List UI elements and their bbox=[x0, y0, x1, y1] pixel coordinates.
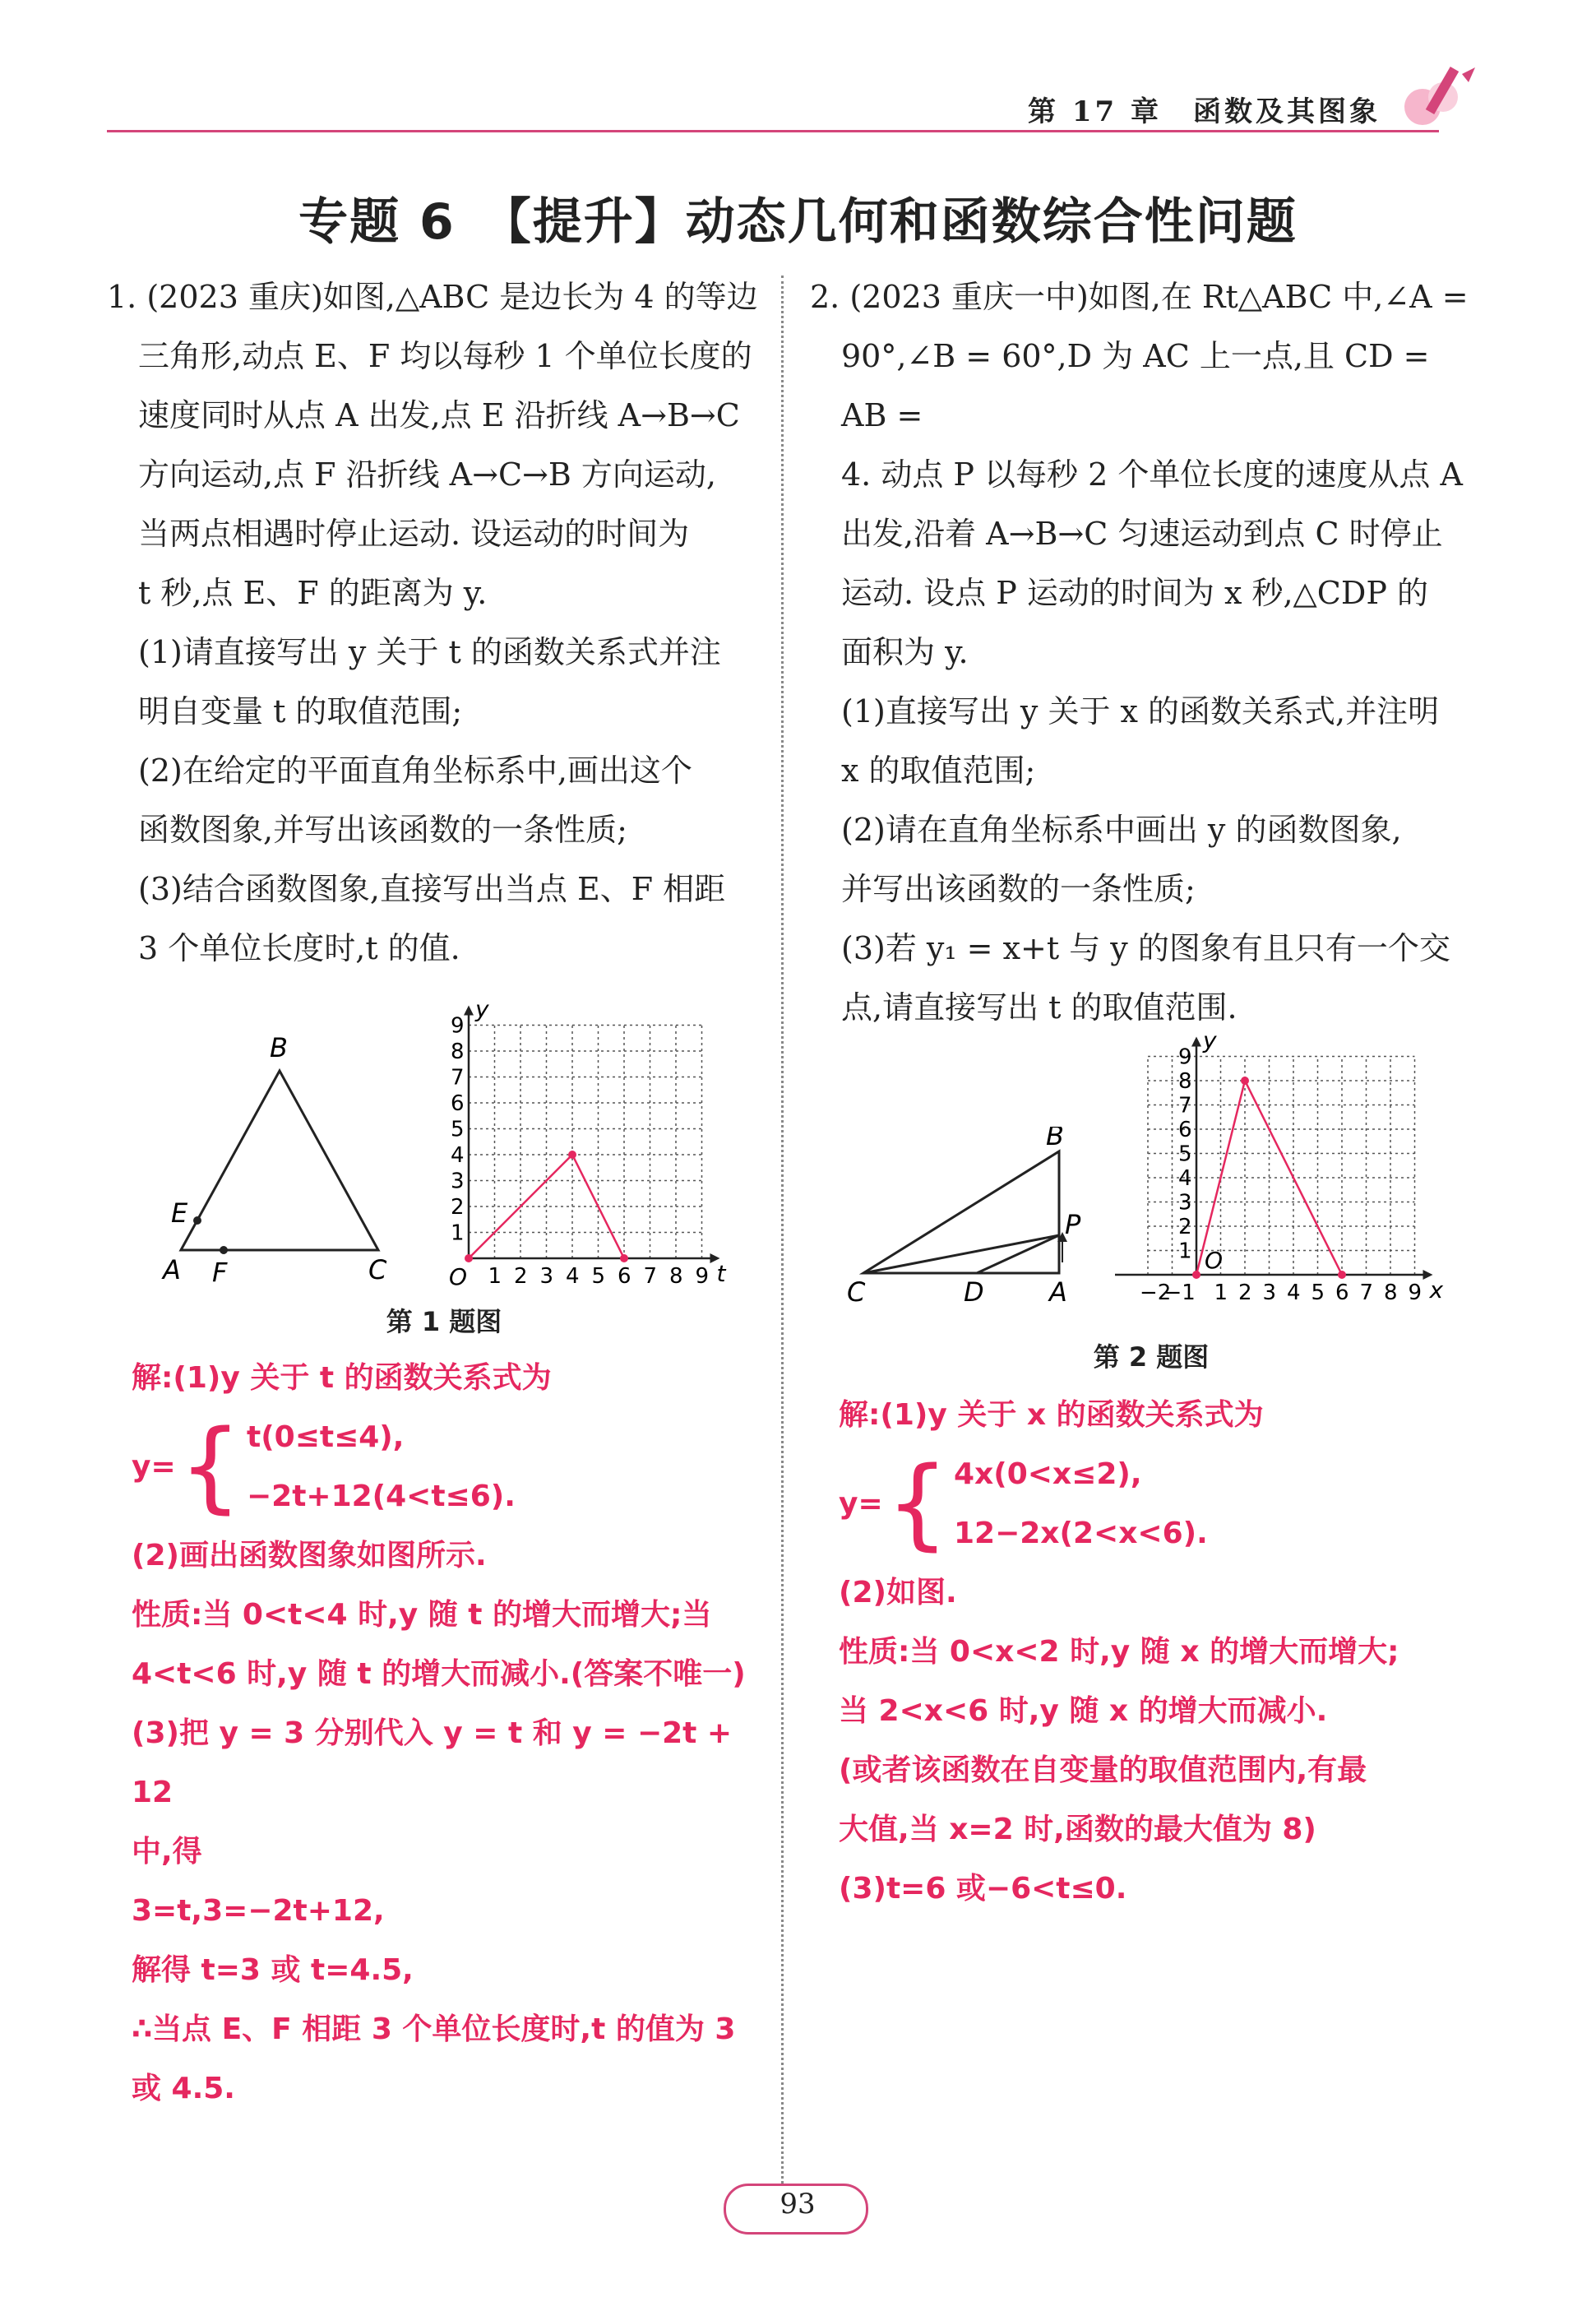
q2-case-2: 12−2x(2<x<6). bbox=[954, 1517, 1208, 1550]
data-point bbox=[620, 1254, 628, 1262]
origin-label: O bbox=[1205, 1247, 1224, 1274]
q1-line: 1. (2023 重庆)如图,△ABC 是边长为 4 的等边 bbox=[107, 279, 758, 315]
data-point bbox=[568, 1151, 576, 1159]
q1-line: 明自变量 t 的取值范围; bbox=[138, 693, 463, 729]
x-axis-label: t bbox=[716, 1260, 726, 1287]
q1-function-graph bbox=[428, 979, 756, 1291]
label-c: C bbox=[368, 1254, 387, 1283]
q1-line: t 秒,点 E、F 的距离为 y. bbox=[138, 575, 488, 611]
q2-line: 2. (2023 重庆一中)如图,在 Rt△ABC 中,∠A = bbox=[810, 279, 1469, 315]
q1-answer-line: (2)画出函数图象如图所示. bbox=[132, 1539, 487, 1572]
x-tick-label: 1 bbox=[1214, 1281, 1228, 1305]
y-tick-label: 2 bbox=[451, 1195, 465, 1220]
label-p: P bbox=[1065, 1209, 1081, 1240]
label-c: C bbox=[847, 1276, 866, 1308]
y-tick-label: 1 bbox=[1178, 1239, 1192, 1264]
data-point bbox=[1338, 1271, 1346, 1279]
x-tick-label: 2 bbox=[514, 1264, 528, 1289]
y-tick-label: 7 bbox=[1178, 1093, 1192, 1118]
y-tick-label: 4 bbox=[451, 1143, 465, 1168]
q2-answer-line: 大值,当 x=2 时,函数的最大值为 8) bbox=[839, 1813, 1316, 1846]
label-b: B bbox=[270, 1032, 288, 1063]
q1-answer-line: 中,得 bbox=[132, 1835, 202, 1869]
y-tick-label: 5 bbox=[451, 1117, 465, 1142]
q2-line: 点,请直接写出 t 的取值范围. bbox=[841, 989, 1237, 1026]
y-axis-arrow-icon bbox=[1191, 1037, 1201, 1047]
q2-answer-line: (2)如图. bbox=[839, 1576, 957, 1609]
q1-line: 三角形,动点 E、F 均以每秒 1 个单位长度的 bbox=[138, 338, 752, 374]
page-number: 93 bbox=[779, 2188, 816, 2221]
chapter-header: 第 17 章 函数及其图象 bbox=[1028, 95, 1381, 128]
q1-piecewise bbox=[132, 1408, 773, 1526]
q2-function-graph bbox=[1106, 1007, 1476, 1324]
q2-line: x 的取值范围; bbox=[841, 753, 1036, 789]
column-divider bbox=[781, 276, 784, 2184]
q2-answer-line: 解:(1)y 关于 x 的函数关系式为 bbox=[839, 1398, 1264, 1432]
x-tick-label: 9 bbox=[695, 1264, 710, 1289]
q1-answer-line: 解:(1)y 关于 t 的函数关系式为 bbox=[132, 1361, 552, 1395]
q1-line: 当两点相遇时停止运动. 设运动的时间为 bbox=[138, 516, 690, 552]
q2-line: 出发,沿着 A→B→C 匀速运动到点 C 时停止 bbox=[841, 516, 1443, 552]
q1-triangle-figure bbox=[156, 1028, 403, 1283]
y-axis-label: y bbox=[1203, 1026, 1217, 1054]
y-tick-label: 6 bbox=[1178, 1118, 1192, 1142]
q1-y-equals: y= bbox=[132, 1450, 176, 1484]
brace-icon: { bbox=[178, 1410, 242, 1524]
x-tick-label: 9 bbox=[1408, 1281, 1423, 1305]
x-axis-label: x bbox=[1429, 1276, 1444, 1304]
q1-figure-caption: 第 1 题图 bbox=[386, 1306, 502, 1337]
q2-answer-line: (或者该函数在自变量的取值范围内,有最 bbox=[839, 1753, 1367, 1787]
q2-y-equals: y= bbox=[839, 1487, 883, 1521]
y-tick-label: 8 bbox=[1178, 1069, 1192, 1094]
q2-piecewise bbox=[839, 1445, 1488, 1563]
q1-answer-line: 3=t,3=−2t+12, bbox=[132, 1894, 385, 1928]
q1-answer-line: 4<t<6 时,y 随 t 的增大而减小.(答案不唯一) bbox=[132, 1657, 746, 1691]
pencil-decoration-icon bbox=[1390, 58, 1480, 132]
q2-triangle-figure bbox=[839, 1127, 1110, 1316]
y-tick-label: 2 bbox=[1178, 1215, 1192, 1239]
y-tick-label: 5 bbox=[1178, 1142, 1192, 1167]
q2-figure-caption: 第 2 题图 bbox=[1093, 1341, 1210, 1373]
y-tick-label: 7 bbox=[451, 1065, 465, 1091]
x-tick-label: 8 bbox=[1384, 1281, 1398, 1305]
x-tick-label: −1 bbox=[1163, 1281, 1196, 1305]
data-point bbox=[1241, 1077, 1249, 1085]
q1-line: (1)请直接写出 y 关于 t 的函数关系式并注 bbox=[138, 634, 721, 670]
y-tick-label: 8 bbox=[451, 1040, 465, 1064]
q1-line: (3)结合函数图象,直接写出当点 E、F 相距 bbox=[138, 871, 726, 907]
y-tick-label: 3 bbox=[1178, 1190, 1192, 1216]
q2-line: 4. 动点 P 以每秒 2 个单位长度的速度从点 A bbox=[841, 456, 1463, 493]
y-tick-label: 9 bbox=[451, 1013, 465, 1039]
brace-icon: { bbox=[886, 1447, 949, 1561]
q1-case-2: −2t+12(4<t≤6). bbox=[247, 1480, 516, 1513]
origin-label: O bbox=[449, 1263, 468, 1290]
x-tick-label: 6 bbox=[1335, 1281, 1349, 1305]
q2-line: (2)请在直角坐标系中画出 y 的函数图象, bbox=[841, 812, 1402, 848]
x-tick-label: 8 bbox=[669, 1264, 683, 1289]
header-rule bbox=[107, 130, 1439, 132]
y-tick-label: 4 bbox=[1178, 1166, 1192, 1191]
q1-answer-line: ∴当点 E、F 相距 3 个单位长度时,t 的值为 3 bbox=[132, 2012, 736, 2046]
data-point bbox=[1192, 1271, 1200, 1279]
q1-answer bbox=[132, 1349, 773, 2119]
q1-case-1: t(0≤t≤4), bbox=[247, 1420, 405, 1454]
x-tick-label: 6 bbox=[618, 1264, 631, 1289]
x-tick-label: 7 bbox=[1359, 1281, 1374, 1305]
q1-answer-line: 解得 t=3 或 t=4.5, bbox=[132, 1953, 414, 1987]
data-point bbox=[465, 1254, 473, 1262]
x-tick-label: 3 bbox=[1262, 1281, 1277, 1305]
q2-line: 运动. 设点 P 运动的时间为 x 秒,△CDP 的 bbox=[841, 575, 1428, 611]
page-title: 专题 6 【提升】动态几何和函数综合性问题 bbox=[298, 193, 1298, 251]
q2-line: (3)若 y₁ = x+t 与 y 的图象有且只有一个交 bbox=[841, 930, 1450, 966]
label-d: D bbox=[964, 1276, 984, 1308]
x-tick-label: 5 bbox=[1311, 1281, 1325, 1305]
x-tick-label: 4 bbox=[1287, 1281, 1301, 1305]
point-f bbox=[220, 1246, 228, 1254]
q2-line: 面积为 y. bbox=[841, 634, 969, 670]
x-tick-label: 4 bbox=[566, 1264, 580, 1289]
q1-line: (2)在给定的平面直角坐标系中,画出这个 bbox=[138, 753, 692, 789]
question-2 bbox=[810, 267, 1480, 1037]
q2-case-1: 4x(0<x≤2), bbox=[954, 1457, 1142, 1491]
q1-line: 3 个单位长度时,t 的值. bbox=[138, 930, 460, 966]
q2-line: (1)直接写出 y 关于 x 的函数关系式,并注明 bbox=[841, 693, 1440, 729]
label-e: E bbox=[171, 1197, 188, 1229]
label-a: A bbox=[163, 1254, 181, 1283]
triangle-abc bbox=[181, 1071, 378, 1250]
label-a: A bbox=[1049, 1276, 1067, 1308]
label-f: F bbox=[212, 1257, 228, 1283]
x-tick-label: 1 bbox=[488, 1264, 502, 1289]
label-b: B bbox=[1046, 1127, 1064, 1151]
q2-line: 90°,∠B = 60°,D 为 AC 上一点,且 CD = AB = bbox=[841, 338, 1430, 433]
q2-answer-line: 性质:当 0<x<2 时,y 随 x 的增大而增大; bbox=[839, 1635, 1399, 1669]
q1-line: 速度同时从点 A 出发,点 E 沿折线 A→B→C bbox=[138, 397, 740, 433]
segment-dp bbox=[977, 1235, 1059, 1273]
q1-line: 方向运动,点 F 沿折线 A→C→B 方向运动, bbox=[138, 456, 716, 493]
y-tick-label: 9 bbox=[1178, 1044, 1192, 1070]
q2-line: 并写出该函数的一条性质; bbox=[841, 871, 1196, 907]
x-tick-label: 7 bbox=[643, 1264, 658, 1289]
x-tick-label: 3 bbox=[539, 1264, 554, 1289]
q2-answer bbox=[839, 1386, 1488, 1919]
q1-line: 函数图象,并写出该函数的一条性质; bbox=[138, 812, 627, 848]
y-tick-label: 3 bbox=[451, 1169, 465, 1194]
x-tick-label: 2 bbox=[1238, 1281, 1252, 1305]
point-e bbox=[193, 1216, 201, 1225]
y-tick-label: 1 bbox=[451, 1220, 465, 1246]
question-1 bbox=[107, 267, 765, 978]
y-tick-label: 6 bbox=[451, 1091, 465, 1116]
q2-answer-line: 当 2<x<6 时,y 随 x 的增大而减小. bbox=[839, 1694, 1328, 1728]
x-tick-label: −2 bbox=[1140, 1281, 1172, 1305]
y-axis-label: y bbox=[475, 995, 489, 1023]
x-tick-label: 5 bbox=[591, 1264, 606, 1289]
y-axis-arrow-icon bbox=[464, 1006, 474, 1016]
q1-answer-line: (3)把 y = 3 分别代入 y = t 和 y = −2t + 12 bbox=[132, 1716, 733, 1809]
q1-answer-line: 或 4.5. bbox=[132, 2072, 235, 2105]
q1-answer-line: 性质:当 0<t<4 时,y 随 t 的增大而增大;当 bbox=[132, 1598, 712, 1632]
q2-answer-line: (3)t=6 或−6<t≤0. bbox=[839, 1872, 1127, 1906]
